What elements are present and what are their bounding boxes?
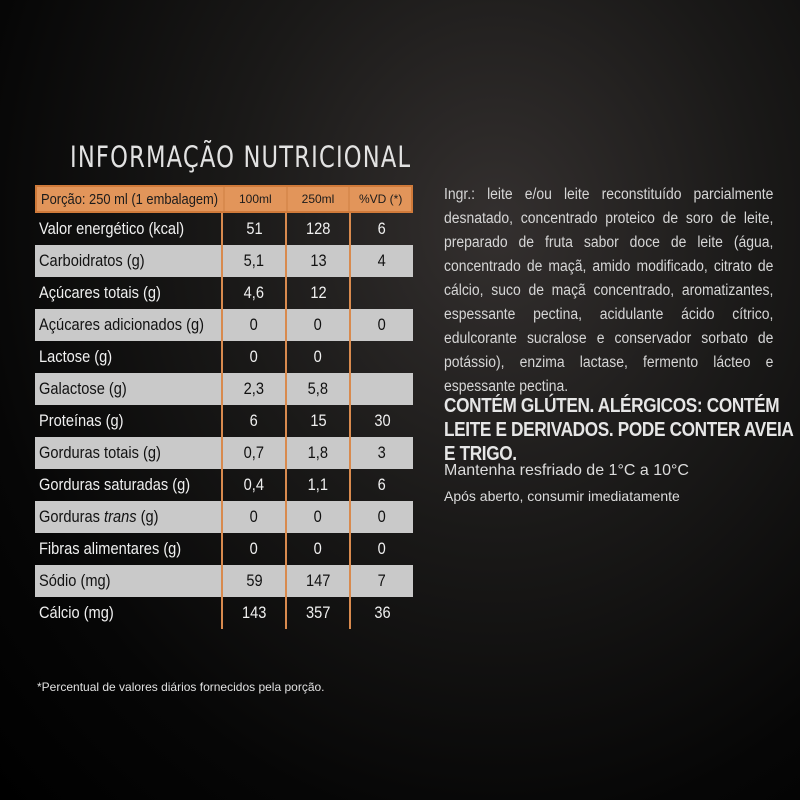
portion-label: Porção: 250 ml (1 embalagem): [41, 190, 219, 208]
value-vd: [349, 277, 413, 309]
nutrient-label: Gorduras trans (g): [39, 507, 159, 526]
value-250ml: 13: [285, 245, 349, 277]
ingredients-text: Ingr.: leite e/ou leite reconstituído parcialmente desnatado, concentrado proteico de soro de leite, preparado de fruta sabor doce de leite (água, concentrado de maçã, amido modificado, citrato de cálcio, suco de maçã concentrado, aromatizantes, espessante pectina, acidulante ácido cítrico, edulcorante sucralose e conservador sorbato de potássio), enzima lactase, fermento lácteo e espessante pectina.: [444, 186, 774, 395]
allergen-warning: CONTÉM GLÚTEN. ALÉRGICOS: CONTÉM LEITE E DERIVADOS. PODE CONTER AVEIA E TRIGO.: [444, 395, 793, 465]
table-header: [35, 185, 413, 213]
storage-instruction: Mantenha resfriado de 1°C a 10°C: [444, 462, 689, 479]
table-row: [35, 533, 413, 565]
value-vd: 36: [349, 597, 413, 629]
after-opening-instruction: Após aberto, consumir imediatamente: [444, 488, 680, 504]
table-row: [35, 277, 413, 309]
header-vd: %VD (*): [348, 187, 411, 211]
value-vd: [349, 373, 413, 405]
value-250ml: 0: [285, 533, 349, 565]
value-250ml: 0: [285, 501, 349, 533]
value-250ml: 0: [285, 341, 349, 373]
value-250ml: 357: [285, 597, 349, 629]
header-250ml: 250ml: [286, 187, 349, 211]
nutrient-label: Fibras alimentares (g): [39, 539, 182, 558]
value-vd: 0: [349, 309, 413, 341]
value-100ml: 51: [221, 213, 285, 245]
table-row: [35, 565, 413, 597]
table-row: [35, 437, 413, 469]
value-250ml: 5,8: [285, 373, 349, 405]
nutrient-label: Sódio (mg): [39, 571, 111, 590]
value-100ml: 0,7: [221, 437, 285, 469]
value-vd: 7: [349, 565, 413, 597]
value-100ml: 143: [221, 597, 285, 629]
value-100ml: 6: [221, 405, 285, 437]
value-250ml: 1,1: [285, 469, 349, 501]
nutrient-label: Carboidratos (g): [39, 251, 145, 270]
table-row: [35, 373, 413, 405]
nutrient-label: Lactose (g): [39, 347, 113, 366]
value-250ml: 12: [285, 277, 349, 309]
value-100ml: 0: [221, 533, 285, 565]
nutrient-label: Açúcares adicionados (g): [39, 315, 204, 334]
nutrient-label: Proteínas (g): [39, 411, 124, 430]
value-vd: 6: [349, 213, 413, 245]
table-row: [35, 405, 413, 437]
value-100ml: 0,4: [221, 469, 285, 501]
value-vd: 3: [349, 437, 413, 469]
table-row: [35, 213, 413, 245]
value-250ml: 1,8: [285, 437, 349, 469]
footnote: *Percentual de valores diários fornecidos pela porção.: [37, 680, 325, 694]
value-vd: 4: [349, 245, 413, 277]
value-250ml: 0: [285, 309, 349, 341]
nutrient-label: Galactose (g): [39, 379, 127, 398]
nutrient-label: Gorduras totais (g): [39, 443, 161, 462]
value-vd: 6: [349, 469, 413, 501]
nutrient-label: Açúcares totais (g): [39, 283, 161, 302]
nutrition-title: INFORMAÇÃO NUTRICIONAL: [70, 140, 412, 174]
table-row: [35, 309, 413, 341]
value-100ml: 0: [221, 309, 285, 341]
value-vd: 30: [349, 405, 413, 437]
value-vd: [349, 341, 413, 373]
table-row: [35, 469, 413, 501]
value-100ml: 0: [221, 341, 285, 373]
value-100ml: 5,1: [221, 245, 285, 277]
value-100ml: 4,6: [221, 277, 285, 309]
value-250ml: 15: [285, 405, 349, 437]
table-row: [35, 341, 413, 373]
value-250ml: 128: [285, 213, 349, 245]
nutrient-label: Cálcio (mg): [39, 603, 114, 622]
nutrition-table: [35, 185, 413, 629]
table-row: [35, 597, 413, 629]
nutrient-label: Valor energético (kcal): [39, 219, 185, 238]
value-vd: 0: [349, 501, 413, 533]
value-100ml: 2,3: [221, 373, 285, 405]
table-row: [35, 245, 413, 277]
nutrient-label: Gorduras saturadas (g): [39, 475, 191, 494]
value-vd: 0: [349, 533, 413, 565]
value-100ml: 0: [221, 501, 285, 533]
value-250ml: 147: [285, 565, 349, 597]
header-100ml: 100ml: [223, 187, 286, 211]
table-row: [35, 501, 413, 533]
value-100ml: 59: [221, 565, 285, 597]
